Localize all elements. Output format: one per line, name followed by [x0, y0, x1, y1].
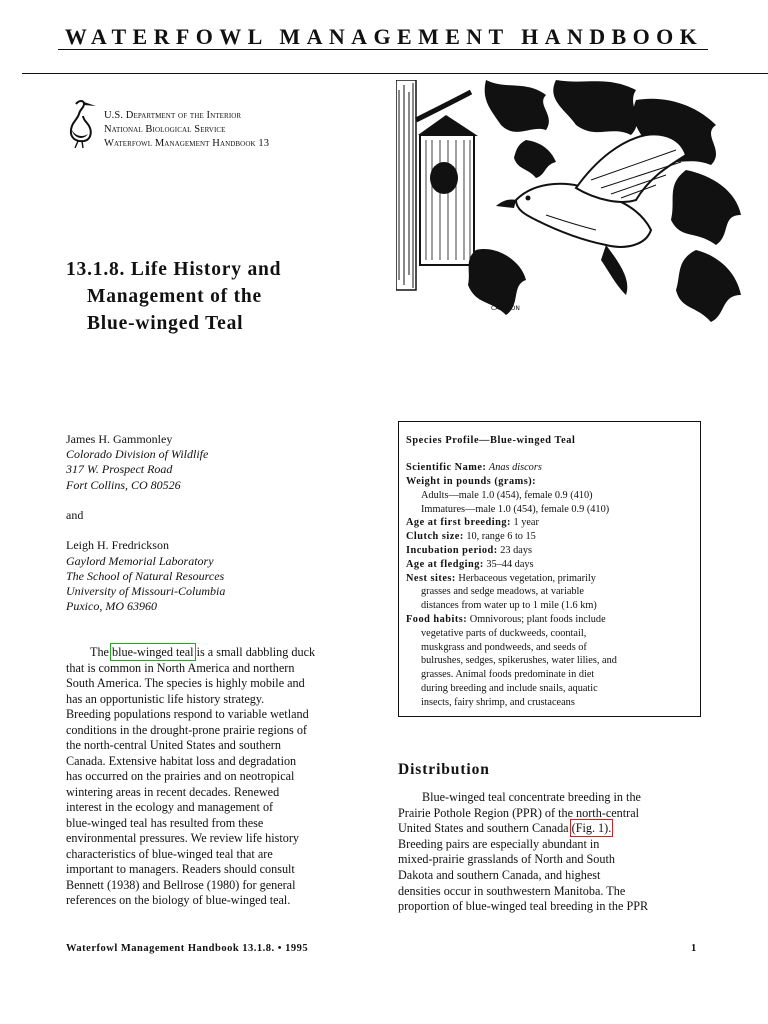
- blue-winged-teal-link[interactable]: blue-winged teal: [112, 645, 194, 659]
- profile-food-habits-cont: insects, fairy shrimp, and crustaceans: [421, 696, 575, 708]
- heron-logo-icon: [62, 98, 98, 148]
- agency-department: U.S. Department of the Interior: [104, 110, 242, 121]
- distribution-line: Dakota and southern Canada, and highest: [398, 867, 601, 882]
- profile-food-habits-cont: vegetative parts of duckweeds, coontail,: [421, 627, 587, 639]
- page-number: 1: [691, 943, 697, 954]
- title-line-2: Management of the: [87, 286, 262, 307]
- nest-box: [418, 115, 478, 265]
- intro-line: important to managers. Readers should consult: [66, 862, 295, 876]
- distribution-heading: Distribution: [398, 761, 490, 778]
- intro-line: has an opportunistic life history strategy.: [66, 691, 265, 706]
- header-underline: [58, 49, 708, 50]
- author-block: [66, 432, 225, 614]
- title-line-1: 13.1.8. Life History and: [66, 259, 282, 280]
- handbook-header-title: WATERFOWL MANAGEMENT HANDBOOK: [64, 24, 704, 49]
- distribution-line: mixed-prairie grasslands of North and South: [398, 852, 615, 867]
- footer-citation: Waterfowl Management Handbook 13.1.8. • 1995: [66, 943, 309, 954]
- author1-address-line1: 317 W. Prospect Road: [66, 462, 173, 477]
- intro-line: Bennett (1938) and Bellrose (1980) for general: [66, 877, 296, 892]
- illustration-signature: CARLSON: [491, 305, 520, 312]
- intro-line: South America. The species is highly mobile and: [66, 676, 305, 690]
- agency-service: National Biological Service: [104, 124, 226, 135]
- profile-food-habits-cont: bulrushes, sedges, spikerushes, water lilies, and: [421, 655, 617, 667]
- distribution-line: Blue-winged teal concentrate breeding in the: [422, 790, 641, 804]
- profile-title: Species Profile—Blue-winged Teal: [406, 435, 576, 446]
- intro-line: that is common in North America and northern: [66, 660, 295, 675]
- author-conjunction: and: [66, 508, 84, 522]
- profile-food-habits-cont: muskgrass and pondweeds, and seeds of: [421, 641, 587, 653]
- intro-line: wintering areas in recent decades. Renewed: [66, 784, 280, 799]
- title-line-3: Blue-winged Teal: [87, 313, 244, 334]
- author2-org2: The School of Natural Resources: [66, 568, 225, 583]
- author2-org1: Gaylord Memorial Laboratory: [66, 553, 214, 568]
- intro-line: interest in the ecology and management of: [66, 800, 274, 814]
- distribution-line: densities occur in southwestern Manitoba. The: [398, 883, 626, 898]
- author1-org: Colorado Division of Wildlife: [66, 447, 209, 462]
- profile-nest-sites-cont: distances from water up to 1 mile (1.6 km): [421, 600, 597, 612]
- agency-handbook: Waterfowl Management Handbook 13: [104, 138, 270, 149]
- intro-line: conditions in the drought-prone prairie regions of: [66, 722, 307, 737]
- profile-age-fledging: Age at fledging: 35–44 days: [406, 558, 534, 570]
- author2-address: Puxico, MO 63960: [66, 599, 157, 614]
- species-profile-box: [398, 421, 701, 717]
- intro-paragraph: [66, 645, 356, 909]
- profile-scientific-name: Scientific Name: Anas discors: [406, 462, 542, 474]
- profile-nest-sites: Nest sites: Herbaceous vegetation, primarily: [406, 572, 596, 584]
- profile-weight-label: Weight in pounds (grams):: [406, 476, 537, 488]
- profile-nest-sites-cont: grasses and sedge meadows, at variable: [421, 586, 584, 598]
- page-title: [66, 256, 386, 337]
- distribution-line: Prairie Pothole Region (PPR) of the north-central: [398, 805, 639, 820]
- distribution-line: United States and southern Canada (Fig. 1).: [398, 821, 612, 836]
- author2-name: Leigh H. Fredrickson: [66, 538, 169, 553]
- author2-org3: University of Missouri-Columbia: [66, 584, 226, 598]
- profile-food-habits-cont: grasses. Animal foods predominate in diet: [421, 669, 595, 681]
- intro-line: Breeding populations respond to variable wetland: [66, 707, 309, 721]
- profile-weight-adults: Adults—male 1.0 (454), female 0.9 (410): [421, 489, 593, 501]
- intro-line: blue-winged teal has resulted from these: [66, 815, 264, 830]
- intro-line: The blue-winged teal is a small dabbling duck: [90, 645, 316, 659]
- fig-1-link[interactable]: (Fig. 1).: [571, 821, 612, 836]
- profile-age-first-breeding: Age at first breeding: 1 year: [406, 517, 539, 529]
- distribution-paragraph: [398, 790, 698, 915]
- distribution-line: proportion of blue-winged teal breeding in the PPR: [398, 899, 649, 914]
- intro-line: characteristics of blue-winged teal that are: [66, 846, 273, 861]
- profile-food-habits: Food habits: Omnivorous; plant foods include: [406, 614, 606, 626]
- profile-weight-immatures: Immatures—male 1.0 (454), female 0.9 (410): [421, 503, 610, 515]
- author1-name: James H. Gammonley: [66, 432, 173, 446]
- header-rule: [22, 73, 768, 74]
- author1-address-line2: Fort Collins, CO 80526: [66, 477, 181, 492]
- profile-clutch-size: Clutch size: 10, range 6 to 15: [406, 531, 536, 543]
- intro-line: references on the biology of blue-winged teal.: [66, 893, 291, 907]
- teal-illustration: [396, 80, 744, 325]
- intro-line: has occurred on the prairies and on neotropical: [66, 769, 295, 783]
- profile-food-habits-cont: during breeding and include snails, aquatic: [421, 683, 598, 695]
- intro-line: environmental pressures. We review life history: [66, 831, 299, 845]
- intro-line: the north-central United States and southern: [66, 738, 281, 752]
- agency-block: [104, 109, 269, 151]
- intro-line: Canada. Extensive habitat loss and degradation: [66, 753, 297, 768]
- distribution-line: Breeding pairs are especially abundant in: [398, 836, 600, 851]
- profile-incubation-period: Incubation period: 23 days: [406, 545, 533, 557]
